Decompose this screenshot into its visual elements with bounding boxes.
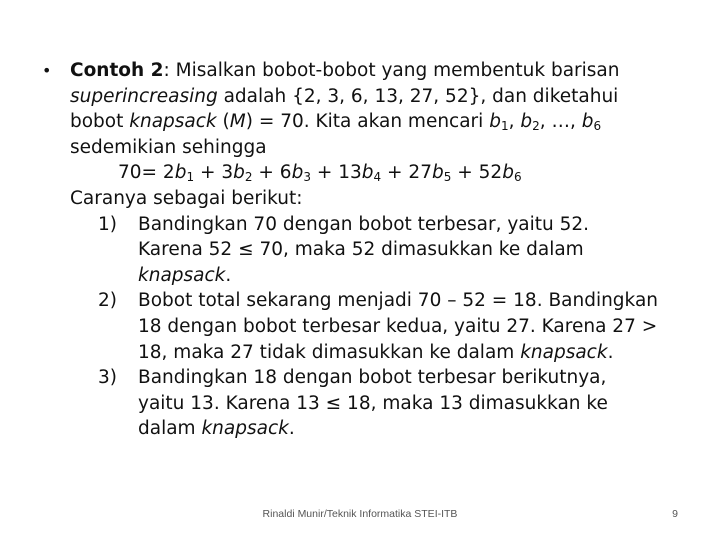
intro-line-2 bbox=[70, 84, 692, 110]
intro-text-2: adalah {2, 3, 6, 13, 27, 52}, dan diketahui bbox=[217, 85, 619, 107]
step-number: 3) bbox=[98, 367, 117, 389]
term-knapsack: knapsack bbox=[201, 418, 289, 440]
step-text: 18, maka 27 tidak dimasukkan ke dalam bbox=[138, 341, 521, 363]
intro-sep-2: , …, bbox=[539, 111, 582, 133]
term-knapsack: knapsack bbox=[520, 341, 608, 363]
eq-op-4: + 27 bbox=[381, 162, 432, 184]
var-b6-sub: 6 bbox=[593, 119, 602, 134]
term-knapsack: knapsack bbox=[129, 111, 217, 133]
step-line: Bandingkan 70 dengan bobot terbesar, yaitu 52. bbox=[138, 213, 590, 235]
var-b2-sub: 2 bbox=[532, 119, 540, 134]
eq-op-3: + 13 bbox=[310, 162, 362, 184]
step-line bbox=[138, 263, 692, 289]
term-knapsack: knapsack bbox=[138, 264, 226, 286]
eq-op-2: + 6 bbox=[252, 162, 292, 184]
intro-paragraph bbox=[70, 58, 692, 160]
eq-term-1-var: b bbox=[174, 162, 187, 184]
step-text: . bbox=[288, 418, 295, 440]
intro-sep-1: , bbox=[508, 111, 521, 133]
eq-term-4-var: b bbox=[361, 162, 374, 184]
footer-source: Rinaldi Munir/Teknik Informatika STEI-ITB bbox=[262, 508, 458, 520]
step-number: 2) bbox=[98, 290, 117, 312]
intro-text-6: sedemikian sehingga bbox=[70, 136, 267, 158]
method-heading: Caranya sebagai berikut: bbox=[70, 187, 303, 209]
intro-text-1: : Misalkan bobot-bobot yang membentuk barisan bbox=[163, 60, 620, 81]
step-item bbox=[98, 212, 692, 289]
eq-op-5: + 52 bbox=[451, 162, 503, 184]
term-superincreasing: superincreasing bbox=[70, 85, 218, 107]
intro-text-5: ) = 70. Kita akan mencari bbox=[245, 111, 490, 133]
eq-term-3-sub: 3 bbox=[303, 170, 311, 185]
equation bbox=[118, 160, 692, 186]
intro-line-4 bbox=[70, 135, 692, 161]
step-item bbox=[98, 288, 692, 365]
example-label: Contoh 2 bbox=[70, 60, 164, 81]
eq-term-5-sub: 5 bbox=[443, 170, 452, 185]
eq-term-2-sub: 2 bbox=[244, 170, 253, 185]
eq-term-1-sub: 1 bbox=[186, 170, 195, 185]
eq-term-2-var: b bbox=[233, 162, 245, 184]
intro-line-1 bbox=[70, 58, 692, 84]
step-line: Bandingkan 18 dengan bobot terbesar berikutnya, bbox=[138, 367, 607, 389]
step-text: dalam bbox=[138, 418, 202, 440]
eq-term-3-var: b bbox=[291, 162, 304, 184]
slide-content bbox=[42, 58, 692, 442]
var-b6: b bbox=[581, 111, 594, 133]
step-number: 1) bbox=[98, 213, 117, 235]
var-b1: b bbox=[489, 111, 501, 133]
step-line bbox=[138, 340, 692, 366]
step-line: Bobot total sekarang menjadi 70 – 52 = 18. Bandingkan bbox=[138, 290, 659, 312]
intro-text-4: ( bbox=[216, 111, 230, 133]
eq-term-5-var: b bbox=[431, 162, 444, 184]
intro-text-3: bobot bbox=[70, 111, 130, 133]
step-text: . bbox=[607, 341, 614, 363]
var-m: M bbox=[229, 111, 246, 133]
page-number: 9 bbox=[672, 508, 678, 520]
bullet-marker: • bbox=[42, 61, 52, 80]
eq-term-4-sub: 4 bbox=[373, 170, 382, 185]
eq-term-6-sub: 6 bbox=[513, 170, 522, 185]
step-line bbox=[138, 416, 692, 442]
intro-line-3 bbox=[70, 109, 692, 135]
step-line: 18 dengan bobot terbesar kedua, yaitu 27. Karena 27 > bbox=[138, 315, 658, 337]
eq-op-1: + 3 bbox=[194, 162, 234, 184]
step-line: Karena 52 ≤ 70, maka 52 dimasukkan ke dalam bbox=[138, 239, 584, 261]
eq-term-6-var: b bbox=[502, 162, 514, 184]
var-b1-sub: 1 bbox=[500, 119, 509, 134]
step-text: . bbox=[225, 264, 232, 286]
step-line: yaitu 13. Karena 13 ≤ 18, maka 13 dimasukkan ke bbox=[138, 392, 608, 414]
step-item bbox=[98, 365, 692, 442]
eq-lhs: 70= 2 bbox=[118, 162, 175, 184]
var-b2: b bbox=[520, 111, 533, 133]
